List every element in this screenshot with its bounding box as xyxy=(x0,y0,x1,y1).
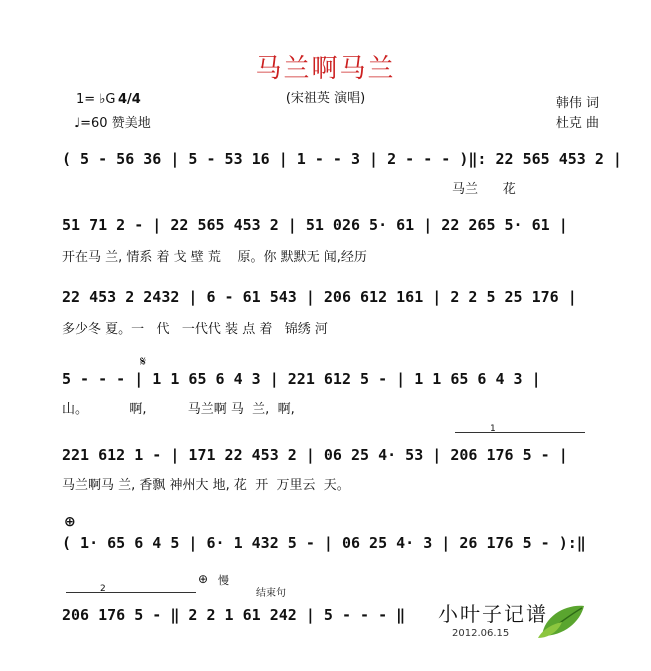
ending-marking: 结束句 xyxy=(256,588,286,599)
music-line-1: ( 5 - 56 36 | 5 - 53 16 | 1 - - 3 | 2 - - - )‖: 22 565 453 2 | xyxy=(62,150,622,168)
coda-mark: ⊕ xyxy=(64,514,76,530)
music-line-5: 221 612 1 - | 171 22 453 2 | 06 25 4· 53 | 206 176 5 - | xyxy=(62,446,568,464)
music-line-6: ( 1· 65 6 4 5 | 6· 1 432 5 - | 06 25 4· 3 | 26 176 5 - ):‖ xyxy=(62,534,586,552)
music-line-2: 51 71 2 - | 22 565 453 2 | 51 026 5· 61 | 22 265 5· 61 | xyxy=(62,216,568,234)
key-signature: 1= ♭G xyxy=(76,92,116,107)
performer-subtitle: (宋祖英 演唱) xyxy=(285,91,366,106)
transcriber-signature: 小叶子记谱 xyxy=(438,602,548,626)
composer-credit: 杜克 曲 xyxy=(555,116,599,131)
slow-marking: 慢 xyxy=(218,574,229,587)
volta-1-bracket xyxy=(455,432,585,433)
lyric-line-4: 山。 啊, 马兰啊 马 兰, 啊, xyxy=(62,402,295,417)
transcription-date: 2012.06.15 xyxy=(452,628,510,639)
lyricist-credit: 韩伟 词 xyxy=(555,96,599,111)
lyric-line-2: 开在马 兰, 情系 着 戈 壁 荒 原。你 默默无 闻,经历 xyxy=(62,250,367,265)
lyric-line-3: 多少冬 夏。一 代 一代代 装 点 着 锦绣 河 xyxy=(62,322,328,337)
volta-2-bracket xyxy=(66,592,196,593)
volta-1-label: 1 xyxy=(490,424,496,434)
lyric-line-1: 马兰 花 xyxy=(452,182,516,197)
music-line-7: 206 176 5 - ‖ 2 2 1 61 242 | 5 - - - ‖ xyxy=(62,606,406,624)
music-line-4: 5 - - - | 1 1 65 6 4 3 | 221 612 5 - | 1 1 65 6 4 3 | xyxy=(62,370,541,388)
tempo-marking: ♩=60 赞美地 xyxy=(74,116,151,131)
time-signature: 4/4 xyxy=(118,92,141,107)
music-line-3: 22 453 2 2432 | 6 - 61 543 | 206 612 161 | 2 2 5 25 176 | xyxy=(62,288,577,306)
green-leaf-icon xyxy=(536,598,588,640)
song-title: 马兰啊马兰 xyxy=(255,54,396,84)
coda-mark-2: ⊕ xyxy=(198,572,209,586)
lyric-line-5: 马兰啊马 兰, 香飘 神州大 地, 花 开 万里云 天。 xyxy=(62,478,350,493)
volta-2-label: 2 xyxy=(100,584,106,594)
segno-mark: 𝄋 xyxy=(140,354,147,370)
